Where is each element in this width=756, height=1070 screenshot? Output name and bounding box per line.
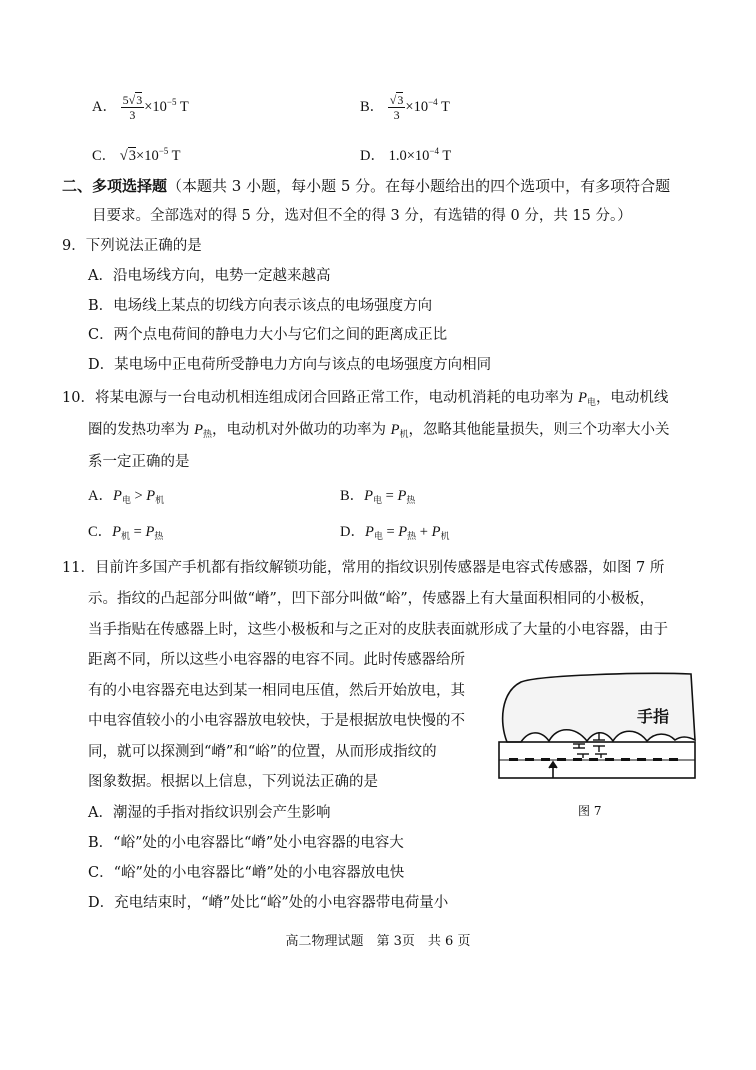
q10-line-2: 圈的发热功率为 $P_热$，电动机对外做功的功率为 $P_机$，忽略其他能量损失，则三个功率大小关: [88, 422, 670, 440]
q8-option-a: A． $\frac{5√3}{3}$ $\times 10^{-5}$ T: [92, 93, 189, 123]
q10-option-b: B．$P_电 = P_热$: [340, 488, 416, 505]
q10-option-d: D．$P_电 = P_热 + P_机$: [340, 524, 450, 541]
q11-option-b: B．“峪”处的小电容器比“嵴”处小电容器的电容大: [88, 835, 404, 851]
q8-option-c: C． $√3\times 10^{-5}$ T: [92, 146, 181, 164]
q9-option-a: A．沿电场线方向，电势一定越来越高: [88, 268, 331, 284]
q9-stem: 9．下列说法正确的是: [62, 238, 202, 254]
fingerprint-sensor-figure: [495, 666, 700, 786]
q11-line-7: 同，就可以探测到“嵴”和“峪”的位置，从而形成指纹的: [88, 744, 437, 760]
q10-line-1: 10．将某电源与一台电动机相连组成闭合回路正常工作，电动机消耗的电功率为 $P_电$，电动机线: [62, 390, 669, 408]
q10-line-3: 系一定正确的是: [88, 454, 190, 470]
q9-option-d: D．某电场中正电荷所受静电力方向与该点的电场强度方向相同: [88, 357, 492, 373]
q11-line-1: 11．目前许多国产手机都有指纹解锁功能，常用的指纹识别传感器是电容式传感器，如图 7 所: [62, 560, 665, 576]
arrow-up-icon: [549, 762, 557, 778]
figure-caption: 图 7: [578, 804, 602, 818]
q11-line-2: 示。指纹的凸起部分叫做“嵴”，凹下部分叫做“峪”，传感器上有大量面积相同的小极板，: [88, 591, 655, 607]
q9-option-c: C．两个点电荷间的静电力大小与它们之间的距离成正比: [88, 327, 448, 343]
q11-option-a: A．潮湿的手指对指纹识别会产生影响: [88, 805, 331, 821]
q8-option-b: B． $\frac{√3}{3}$ $\times 10^{-4}$ T: [360, 93, 450, 123]
q11-option-d: D．充电结束时，“嵴”处比“峪”处的小电容器带电荷量小: [88, 895, 449, 911]
q9-option-b: B．电场线上某点的切线方向表示该点的电场强度方向: [88, 298, 433, 314]
q11-option-c: C．“峪”处的小电容器比“嵴”处的小电容器放电快: [88, 865, 405, 881]
section-title: 二、多项选择题: [62, 177, 168, 195]
q11-line-5: 有的小电容器充电达到某一相同电压值，然后开始放电，其: [88, 683, 465, 699]
section-heading: [62, 176, 670, 196]
q10-option-c: C．$P_机 = P_热$: [88, 524, 164, 541]
section-note: （本题共 3 小题，每小题 5 分。在每小题给出的四个选项中，有多项符合题: [167, 177, 671, 195]
q10-option-a: A．$P_电 > P_机$: [88, 488, 165, 505]
fraction: $\frac{√3}{3}$: [389, 93, 404, 123]
q11-line-8: 图象数据。根据以上信息，下列说法正确的是: [88, 774, 378, 790]
q11-line-6: 中电容值较小的小电容器放电较快，于是根据放电快慢的不: [88, 713, 465, 729]
q11-line-4: 距离不同，所以这些小电容器的电容不同。此时传感器给所: [88, 652, 465, 668]
q8-option-d: D． $1.0\times 10^{-4}$ T: [360, 146, 452, 164]
page-footer: 高二物理试题 第 3页 共 6 页: [285, 934, 471, 949]
q11-line-3: 当手指贴在传感器上时，这些小极板和与之正对的皮肤表面就形成了大量的小电容器，由于: [88, 622, 668, 638]
fraction: $\frac{5√3}{3}$: [122, 93, 143, 123]
finger-label: 手指: [637, 707, 670, 726]
section-note-cont: 目要求。全部选对的得 5 分，选对但不全的得 3 分，有选错的得 0 分，共 15 分。）: [92, 208, 632, 224]
